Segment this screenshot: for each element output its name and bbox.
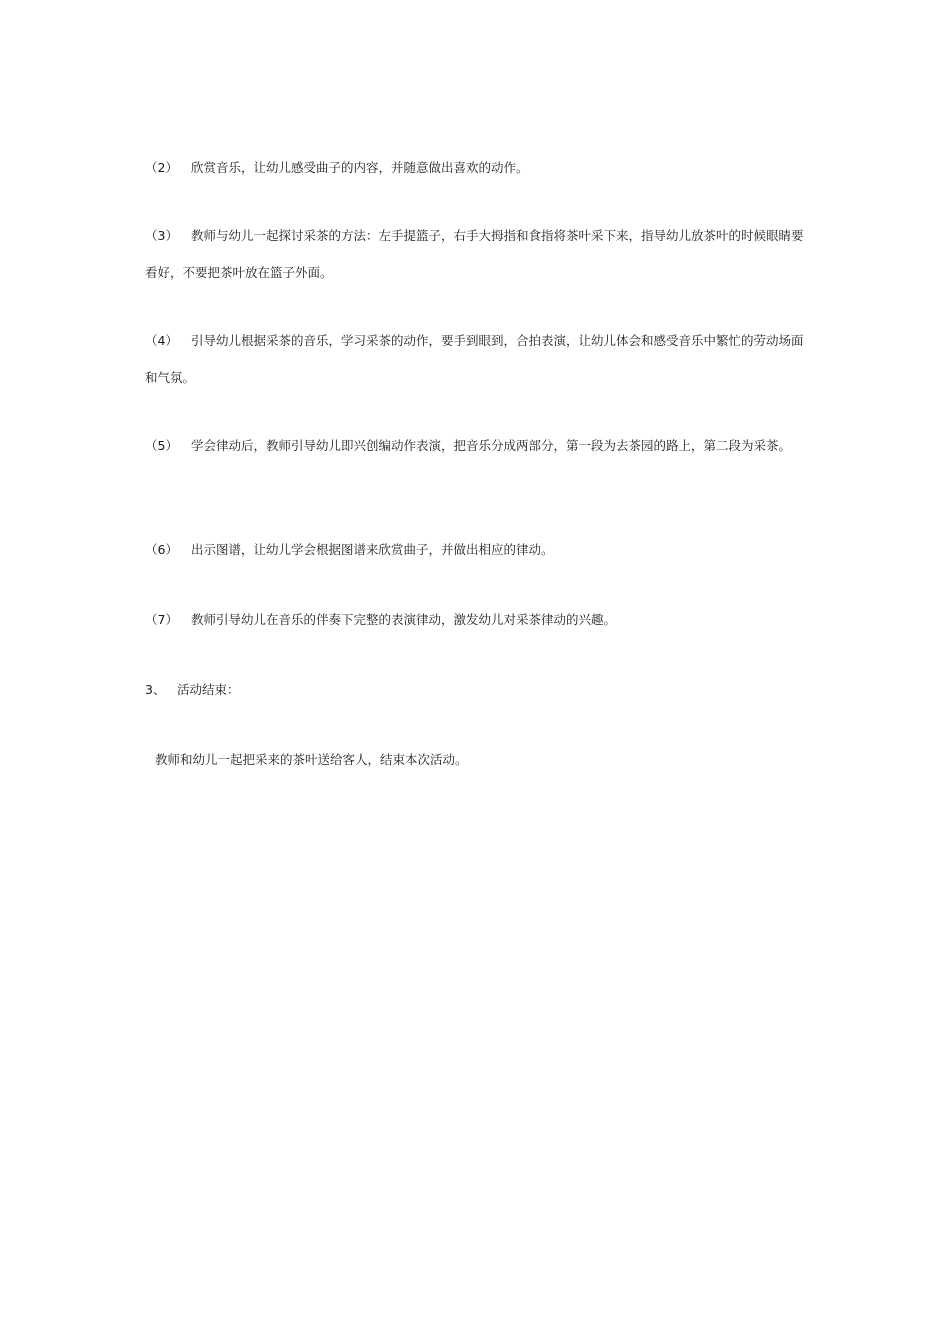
step-text: 教师与幼儿一起探讨采茶的方法：左手提篮子，右手大拇指和食指将茶叶采下来，指导幼儿放茶叶的时候眼睛要看好，不要把茶叶放在篮子外面。 [145,228,804,280]
step-text: 学会律动后，教师引导幼儿即兴创编动作表演，把音乐分成两部分，第一段为去茶园的路上，第二段为采茶。 [191,438,792,453]
section-heading [145,671,810,708]
step-5 [145,427,810,464]
step-text: 出示图谱，让幼儿学会根据图谱来欣赏曲子，并做出相应的律动。 [191,542,554,557]
step-number: （4） [145,333,178,348]
section-number: 3、 [145,682,166,697]
closing-paragraph: 教师和幼儿一起把采来的茶叶送给客人，结束本次活动。 [155,752,468,767]
step-2 [145,149,810,186]
step-number: （3） [145,228,178,243]
step-text: 欣赏音乐，让幼儿感受曲子的内容，并随意做出喜欢的动作。 [191,160,529,175]
step-number: （7） [145,612,178,627]
step-3 [145,217,810,291]
step-number: （6） [145,542,178,557]
step-text: 教师引导幼儿在音乐的伴奏下完整的表演律动，激发幼儿对采茶律动的兴趣。 [191,612,617,627]
step-text: 引导幼儿根据采茶的音乐，学习采茶的动作，要手到眼到，合拍表演，让幼儿体会和感受音乐中繁忙的劳动场面和气氛。 [145,333,804,385]
step-number: （5） [145,438,178,453]
section-title: 活动结束： [177,682,240,697]
step-6 [145,531,810,568]
step-number: （2） [145,160,178,175]
step-7 [145,601,810,638]
step-4 [145,322,810,396]
